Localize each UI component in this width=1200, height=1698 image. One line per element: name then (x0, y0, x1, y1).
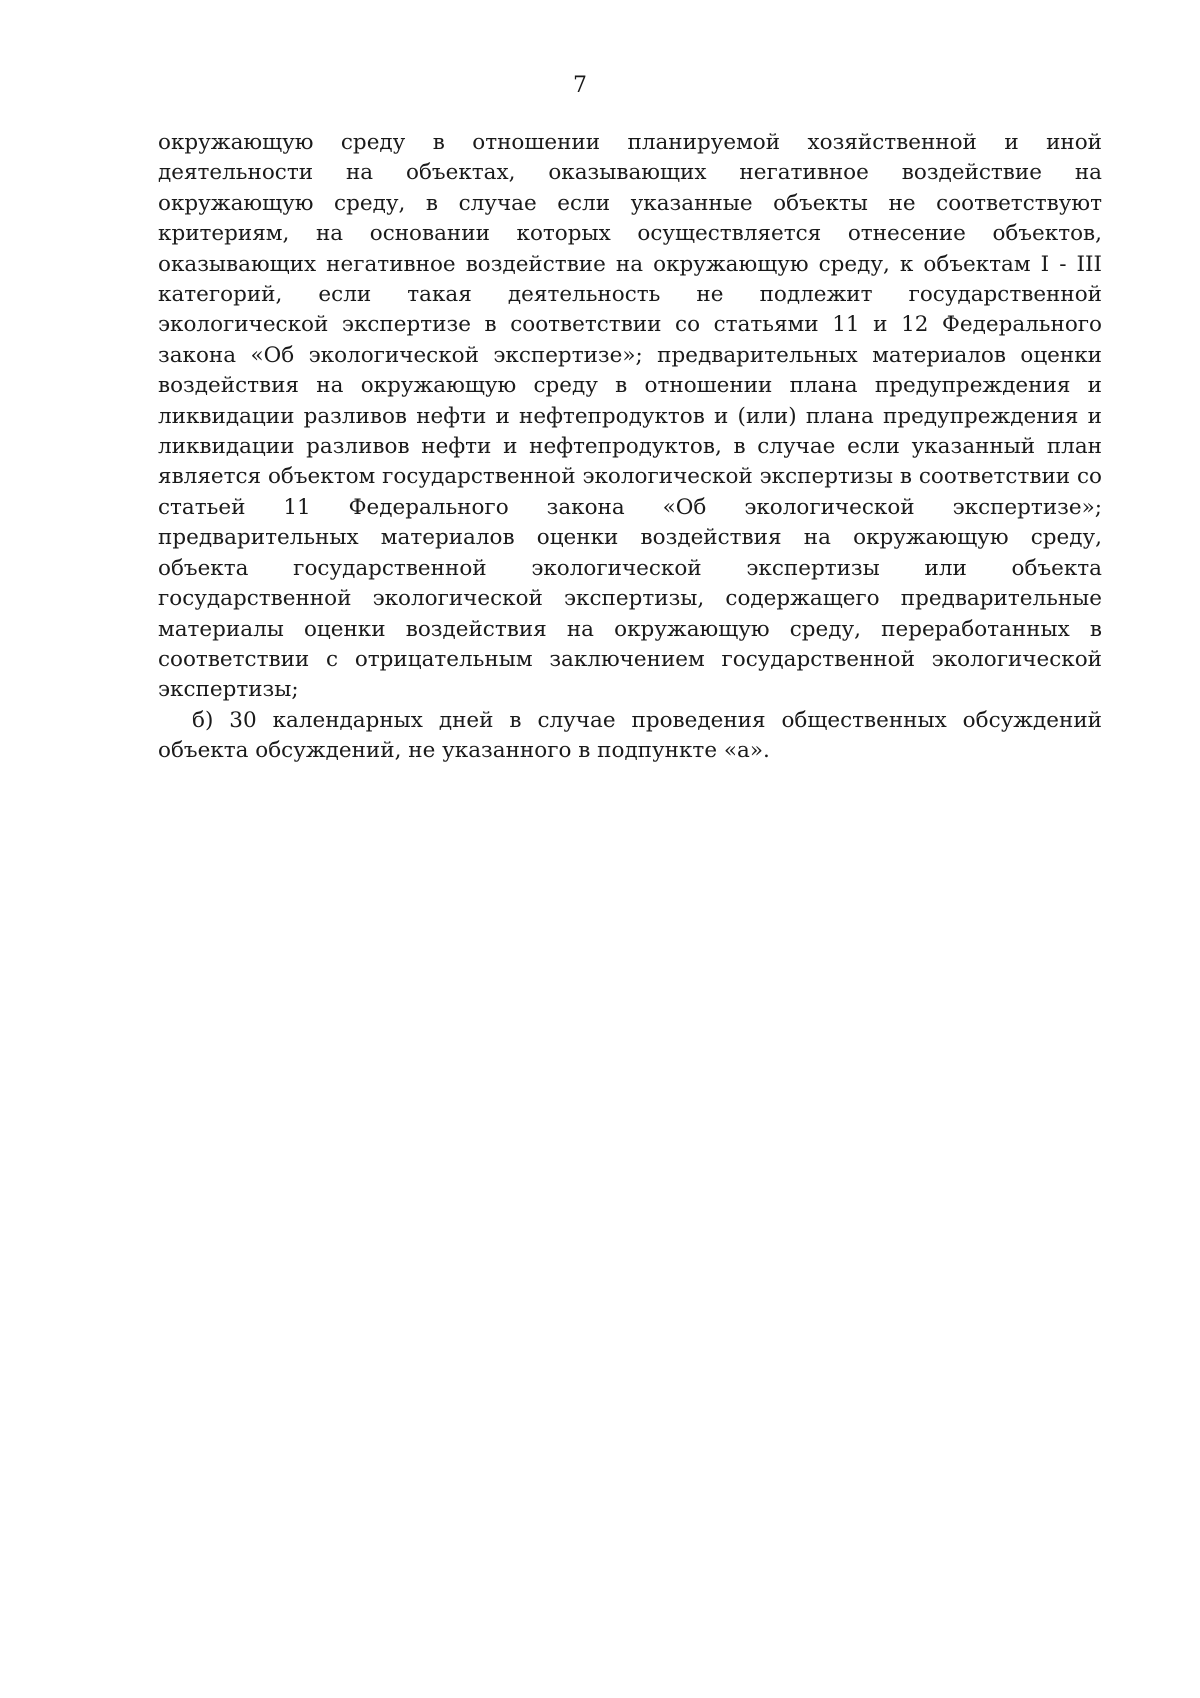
page-number: 7 (573, 73, 587, 98)
paragraph-continuation: окружающую среду в отношении планируемой хозяйственной и иной деятельности на объектах, оказывающих негативное воздействие на окружающую среду, в случае если указанные объекты не соответствуют критериям, на основании которых осуществляется отнесение объектов, оказывающих негативное воздействие на окружающую среду, к объектам I - III категорий, если такая деятельность не подлежит государственной экологической экспертизе в соответствии со статьями 11 и 12 Федерального закона «Об экологической экспертизе»; предварительных материалов оценки воздействия на окружающую среду в отношении плана предупреждения и ликвидации разливов нефти и нефтепродуктов и (или) плана предупреждения и ликвидации разливов нефти и нефтепродуктов, в случае если указанный план является объектом государственной экологической экспертизы в соответствии со статьей 11 Федерального закона «Об экологической экспертизе»; предварительных материалов оценки воздействия на окружающую среду, объекта государственной экологической экспертизы или объекта государственной экологической экспертизы, содержащего предварительные материалы оценки воздействия на окружающую среду, переработанных в соответствии с отрицательным заключением государственной экологической экспертизы; (158, 130, 1102, 703)
document-body (158, 128, 1102, 767)
paragraph-subitem-b: б) 30 календарных дней в случае проведения общественных обсуждений объекта обсуждений, не указанного в подпункте «а». (158, 707, 1102, 764)
